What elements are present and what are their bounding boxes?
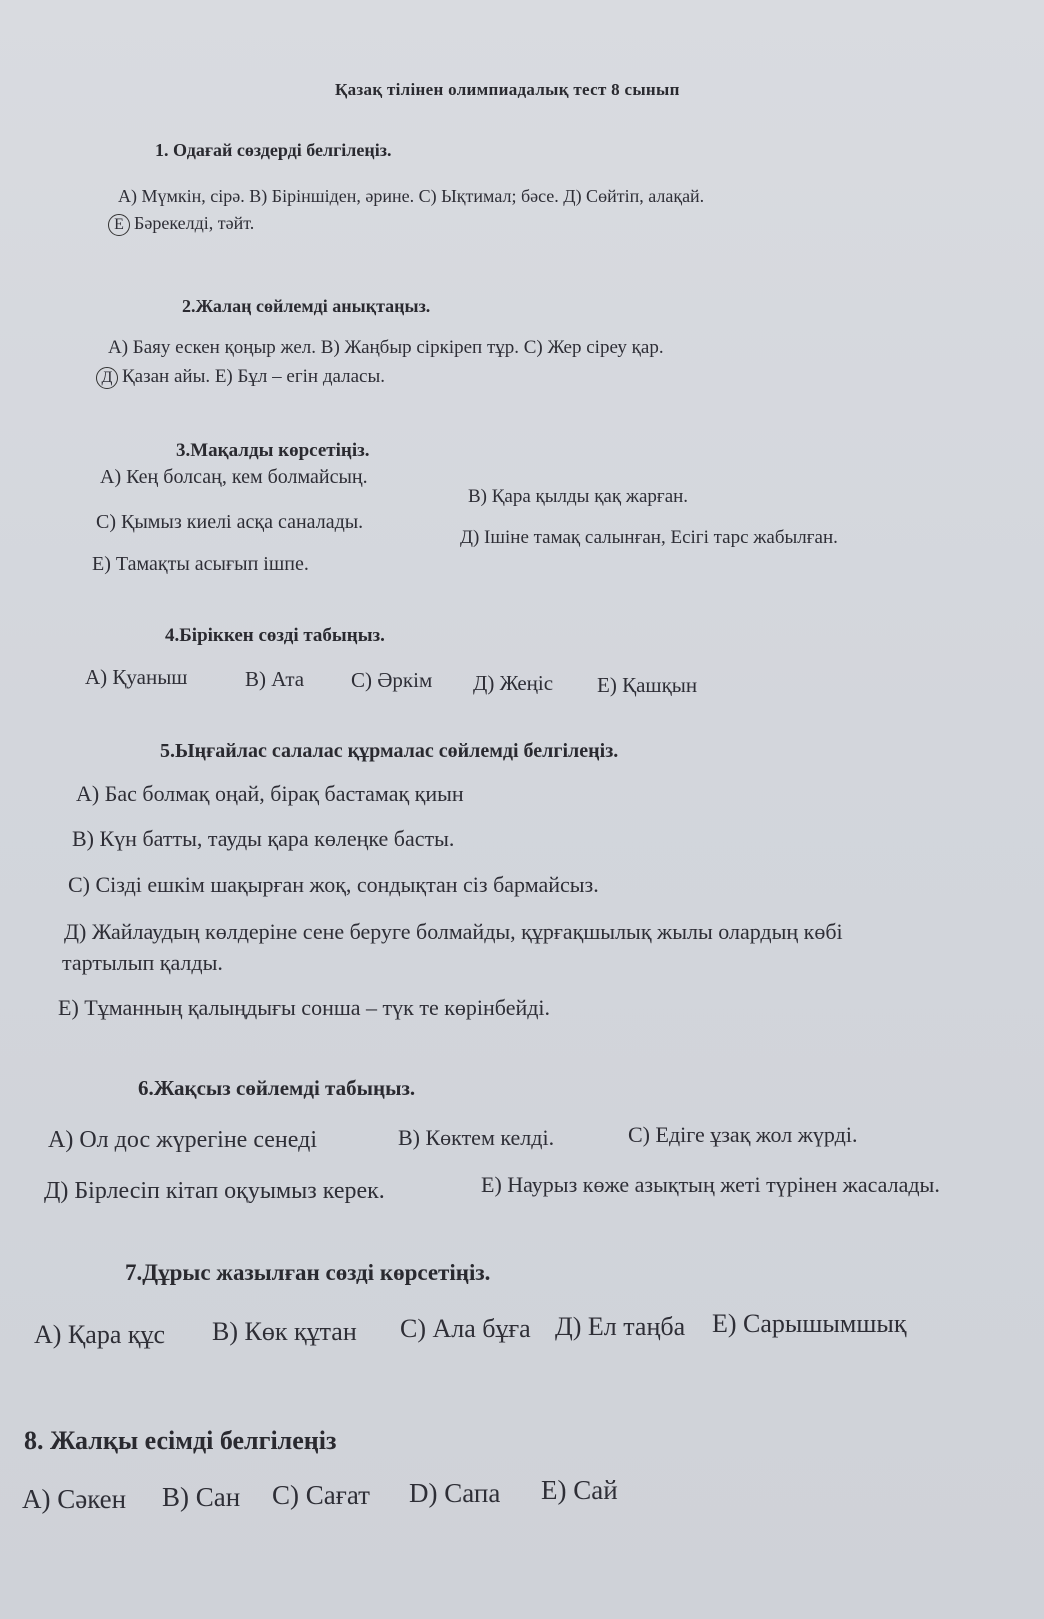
question-8-option-c: С) Сағат <box>272 1480 370 1510</box>
question-8-option-e: Е) Сай <box>541 1475 618 1505</box>
question-1-heading: 1. Одағай сөздерді белгілеңіз. <box>155 140 392 160</box>
question-7-option-d: Д) Ел таңба <box>555 1312 686 1341</box>
question-5-heading: 5.Ыңғайлас салалас құрмалас сөйлемді белгілеңіз. <box>160 740 619 762</box>
question-5-option-d-cont: тартылып қалды. <box>62 950 223 975</box>
question-4-option-b: В) Ата <box>245 667 305 691</box>
question-7-option-c: С) Ала бұға <box>400 1314 531 1343</box>
answer-circle: Д <box>96 367 118 389</box>
question-7-heading: 7.Дұрыс жазылған сөзді көрсетіңіз. <box>125 1260 491 1285</box>
question-2-options: А) Баяу ескен қоңыр жел. В) Жаңбыр сіркіреп тұр. С) Жер сіреу қар. <box>108 337 664 358</box>
question-5-option-d: Д) Жайлаудың көлдеріне сене беруге болмайды, құрғақшылық жылы олардың көбі <box>64 919 843 944</box>
question-5-option-e: Е) Тұманның қалыңдығы сонша – түк те көрінбейді. <box>58 995 551 1020</box>
question-2-heading: 2.Жалаң сөйлемді анықтаңыз. <box>182 296 431 316</box>
answer-circle: Е <box>108 214 130 236</box>
question-6-heading: 6.Жақсыз сөйлемді табыңыз. <box>138 1076 416 1100</box>
question-7-option-e: Е) Сарышымшық <box>712 1309 907 1338</box>
question-3-option-a: А) Кең болсаң, кем болмайсың. <box>100 466 368 488</box>
question-3-option-e: Е) Тамақты асығып ішпе. <box>92 553 309 575</box>
question-6-option-e: Е) Наурыз көже азықтың жеті түрінен жасалады. <box>481 1172 940 1197</box>
question-3-option-b: В) Қара қылды қақ жарған. <box>468 486 689 507</box>
question-2-option-rest: Қазан айы. Е) Бұл – егін даласы. <box>122 366 385 387</box>
question-3-option-c: С) Қымыз киелі асқа саналады. <box>96 511 364 533</box>
question-7-option-b: В) Көк құтан <box>212 1317 357 1346</box>
question-6-option-a: А) Ол дос жүрегіне сенеді <box>48 1127 317 1153</box>
question-4-option-e: Е) Қашқын <box>597 673 698 697</box>
question-4-option-c: С) Әркім <box>351 668 433 692</box>
question-4-option-d: Д) Жеңіс <box>473 671 554 695</box>
question-5-option-b: В) Күн батты, тауды қара көлеңке басты. <box>72 826 455 851</box>
question-6-option-d: Д) Бірлесіп кітап оқуымыз керек. <box>44 1178 385 1204</box>
question-1-option-e: Бәрекелді, тәйт. <box>134 213 255 233</box>
question-7-option-a: А) Қара құс <box>34 1320 166 1349</box>
question-6-option-b: В) Көктем келді. <box>398 1125 555 1150</box>
question-8-option-b: В) Сан <box>162 1482 241 1512</box>
question-8-heading: 8. Жалқы есімді белгілеңіз <box>24 1426 337 1455</box>
question-1-answer <box>108 213 254 236</box>
question-8-option-a: А) Сәкен <box>22 1484 127 1514</box>
question-4-option-a: А) Қуаныш <box>85 665 188 689</box>
question-1-options: А) Мүмкін, сірә. В) Біріншіден, әрине. С) Ықтимал; бәсе. Д) Сөйтіп, алақай. <box>118 186 705 206</box>
question-4-heading: 4.Біріккен сөзді табыңыз. <box>165 625 385 646</box>
page-title: Қазақ тілінен олимпиадалық тест 8 сынып <box>335 80 680 99</box>
question-3-heading: 3.Мақалды көрсетіңіз. <box>176 440 370 461</box>
question-8-option-d: D) Сапа <box>409 1478 501 1508</box>
question-6-option-c: С) Едіге ұзақ жол жүрді. <box>628 1122 858 1147</box>
question-5-option-a: А) Бас болмақ оңай, бірақ бастамақ қиын <box>76 781 464 806</box>
question-2-answer <box>96 366 385 389</box>
question-3-option-d: Д) Ішіне тамақ салынған, Есігі тарс жабылған. <box>460 527 838 548</box>
question-5-option-c: С) Сізді ешкім шақырған жоқ, сондықтан сіз бармайсыз. <box>68 872 599 897</box>
